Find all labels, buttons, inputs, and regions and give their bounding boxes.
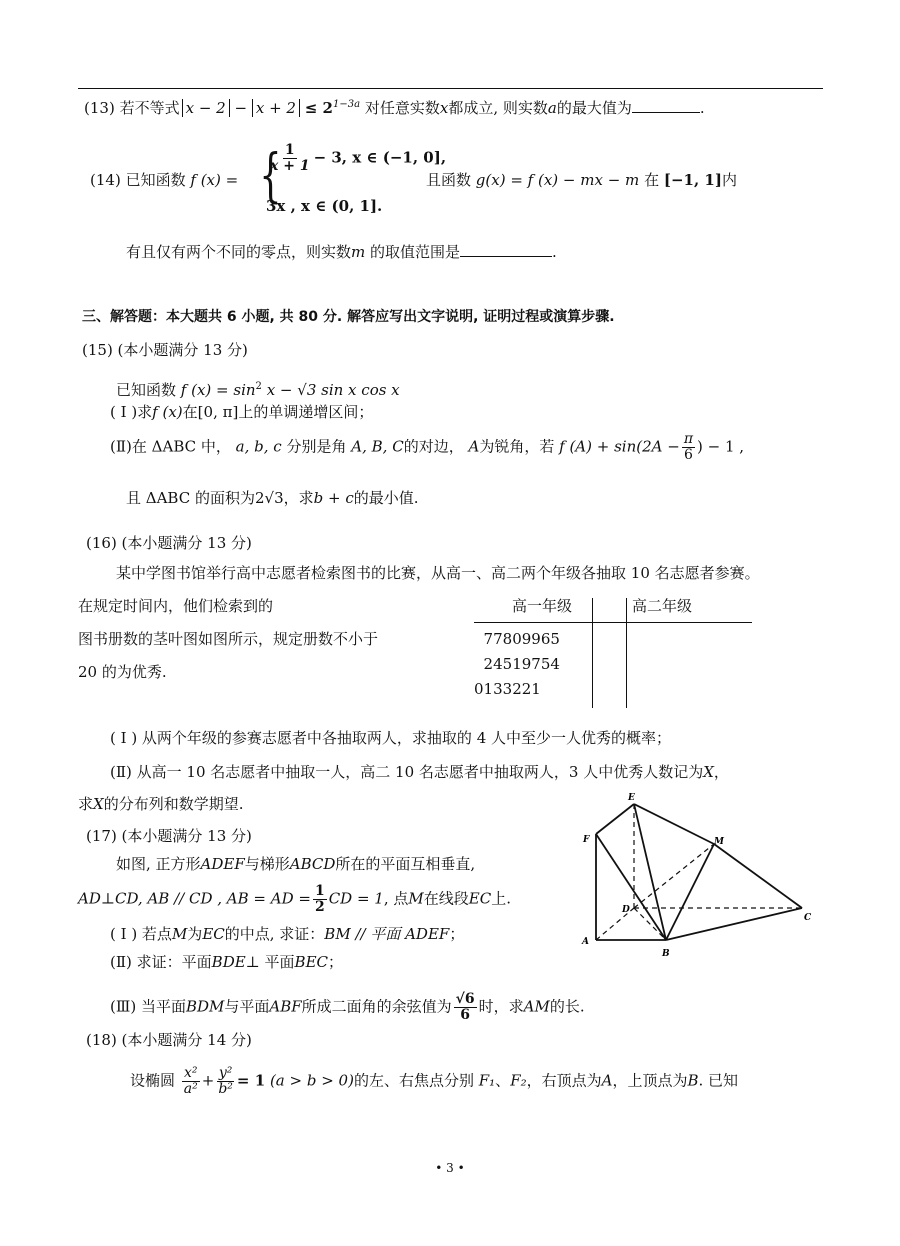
- question-14-cont: 且函数 g(x) = f (x) − mx − m 在 [−1, 1]内: [426, 171, 737, 189]
- question-16-part-1: ( Ⅰ ) 从两个年级的参赛志愿者中各抽取两人，求抽取的 4 人中至少一人优秀的概率；: [110, 729, 672, 747]
- question-17-part-1: ( Ⅰ ) 若点M为EC的中点, 求证：BM // 平面 ADEF；: [110, 925, 465, 943]
- question-17-line-1: 如图, 正方形ADEF与梯形ABCD所在的平面互相垂直,: [116, 855, 476, 873]
- stem-row-2: 0 1 3 3 2 2 1: [474, 679, 541, 698]
- question-15-part-1: ( Ⅰ )求f (x)在[0, π]上的单调递增区间；: [110, 403, 374, 421]
- question-17-part-3: (Ⅲ) 当平面BDM与平面ABF所成二面角的余弦值为 $\frac{√6}{6}$ 时，求AM的长.: [110, 991, 585, 1023]
- question-17-part-2: (Ⅱ) 求证：平面BDE⊥ 平面BEC；: [110, 953, 344, 971]
- question-17-line-2: AD⊥CD, AB // CD , AB = AD = $\frac{1}{2}$ CD = 1, 点M在线段EC上.: [78, 883, 511, 915]
- section-heading: 三、解答题：本大题共 6 小题, 共 80 分. 解答应写出文字说明, 证明过程或演算步骤.: [82, 309, 615, 325]
- geometry-figure: [576, 792, 816, 962]
- question-number: (13): [84, 99, 115, 117]
- question-16-line-2: 在规定时间内，他们检索到的: [78, 597, 274, 615]
- question-16-line-4: 20 的为优秀.: [78, 663, 167, 681]
- question-15-line-1: 已知函数 f $(x) = \sin^2 x - √3$ sin x cos x: [116, 381, 400, 399]
- top-rule: [78, 88, 823, 89]
- abs-expression-2: x + 2: [252, 99, 300, 117]
- question-13: (13) 若不等式 $x - 2 - x + 2 \le 2^{1-3a}$ 对任意实数x都成立, 则实数a的最大值为 .: [84, 99, 705, 117]
- answer-blank: [632, 112, 700, 113]
- page-number: • 3 •: [435, 1161, 465, 1175]
- question-16-line-1: 某中学图书馆举行高中志愿者检索图书的比赛，从高一、高二两个年级各抽取 10 名志愿者参赛。: [116, 564, 760, 582]
- label-M: M: [714, 837, 724, 847]
- question-15-part-2: (Ⅱ)在 ΔABC 中， a, b, c 分别是角 A, B, C的对边， A为锐角，若 f (A) + sin(2A − $\frac{\pi}{6}$ ) − 1 ,: [110, 431, 745, 463]
- question-16-header: (16) (本小题满分 13 分): [86, 534, 252, 552]
- piecewise-brace: {: [259, 141, 282, 209]
- label-F: F: [583, 835, 590, 845]
- question-16-part-2-line-2: 求X的分布列和数学期望.: [78, 795, 244, 813]
- stem-row-0: 7 7 8 0 9 9 6 5: [483, 629, 560, 648]
- abs-expression-1: x − 2: [182, 99, 230, 117]
- question-15-header: (15) (本小题满分 13 分): [82, 341, 248, 359]
- stem-leaf-table: [474, 626, 560, 701]
- piecewise-case-1: $\frac{1}{x + 1}$ − 3, x ∈ (−1, 0],: [270, 142, 447, 174]
- question-14-line-2: 有且仅有两个不同的零点，则实数m 的取值范围是 .: [126, 243, 557, 261]
- question-16-line-3: 图书册数的茎叶图如图所示，规定册数不小于: [78, 630, 379, 648]
- label-D: D: [622, 905, 630, 915]
- piecewise-case-2: 3x , x ∈ (0, 1].: [266, 197, 383, 215]
- label-A: A: [582, 937, 589, 947]
- label-B: B: [662, 949, 670, 959]
- answer-blank: [460, 256, 552, 257]
- question-17-header: (17) (本小题满分 13 分): [86, 827, 252, 845]
- label-E: E: [628, 793, 635, 803]
- question-18-header: (18) (本小题满分 14 分): [86, 1031, 252, 1049]
- stem-row-1: 2 4 5 1 9 7 5 4: [483, 654, 560, 673]
- left-header: 高一年级: [512, 597, 573, 615]
- right-header: 高二年级: [632, 597, 693, 615]
- label-C: C: [804, 913, 812, 923]
- question-15-line-4: 且 ΔABC 的面积为2√3，求b + c的最小值.: [126, 489, 419, 507]
- question-14-num: (14) 已知函数 f (x) =: [90, 171, 239, 189]
- question-16-part-2: (Ⅱ) 从高一 10 名志愿者中抽取一人，高二 10 名志愿者中抽取两人，3 人中优秀人数记为X，: [110, 763, 729, 781]
- question-18-line-1: 设椭圆 $\frac{\text{x²}}{\text{a²}}$ + $\frac{\text{y²}}{\text{b²}}$ = 1 (a > b > 0)的左、右焦点分别 F₁、F₂，右顶点为A，上顶点为B. 已知: [130, 1065, 739, 1097]
